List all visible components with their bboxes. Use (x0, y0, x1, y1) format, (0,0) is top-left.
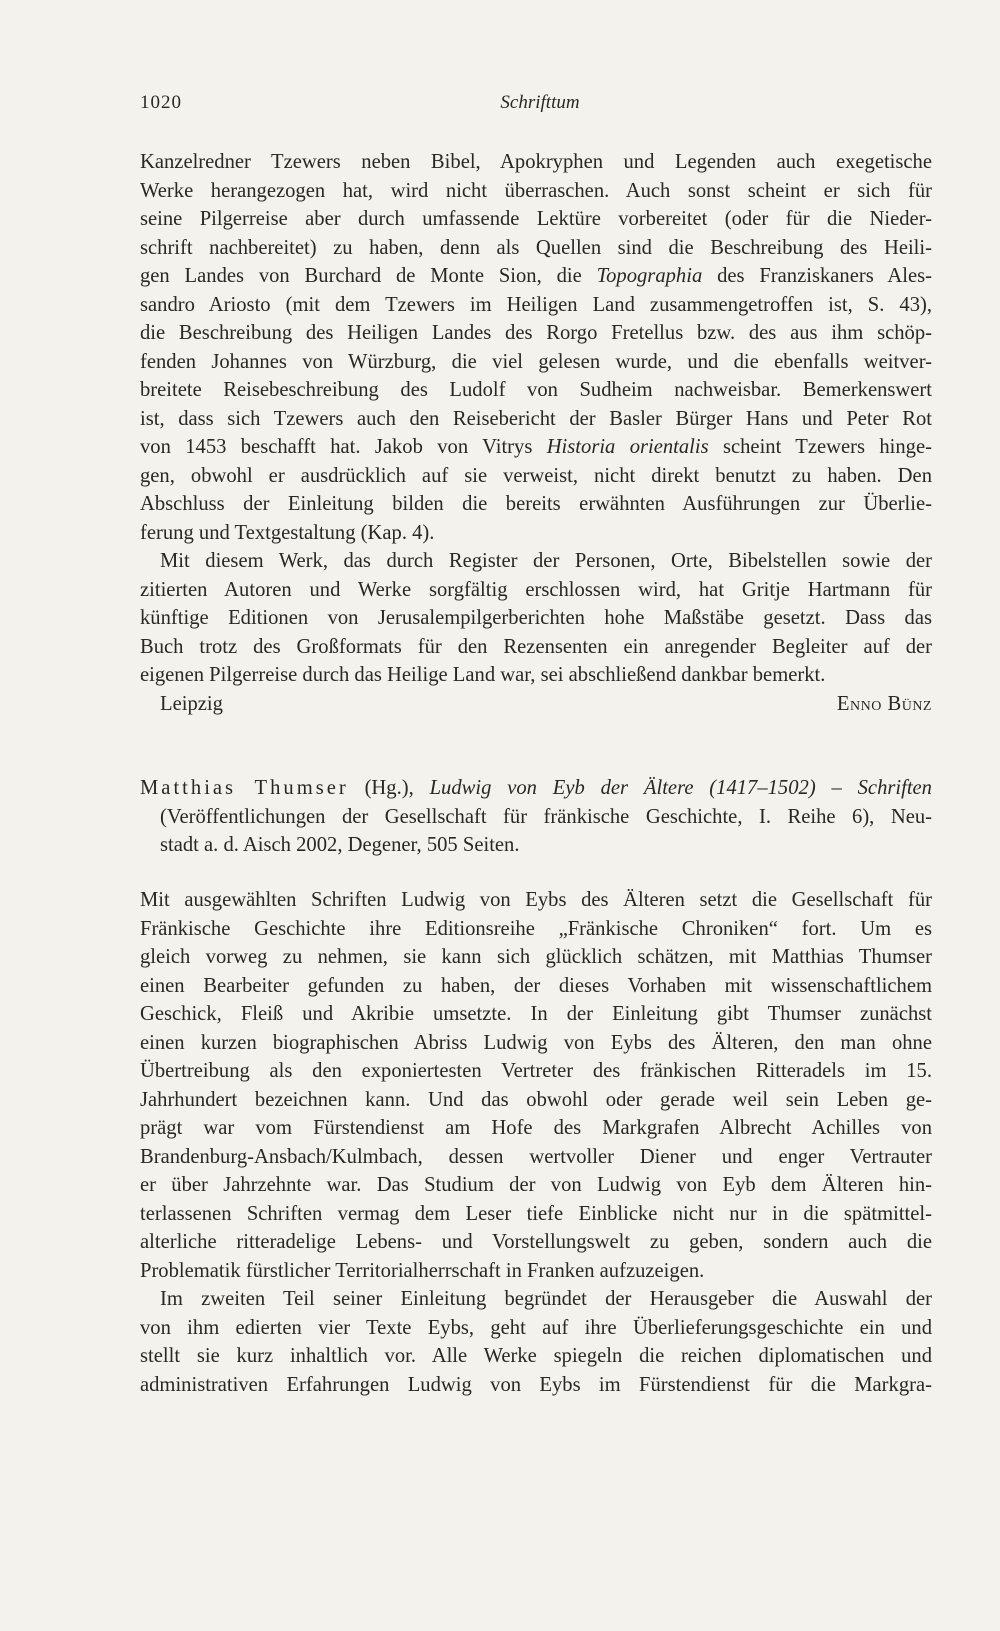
text-line: Abschluss der Einleitung bilden die bereits erwähnten Ausführungen zur Überlie- (140, 493, 932, 515)
place: Leipzig (160, 692, 223, 715)
text-line: administrativen Erfahrungen Ludwig von Eybs im Fürstendienst für die Markgra- (140, 1373, 932, 1396)
reviewer-name: Enno Bünz (836, 692, 932, 715)
text-line: ist, dass sich Tzewers auch den Reisebericht der Basler Bürger Hans und Peter Rot (140, 407, 932, 430)
text-line: die Beschreibung des Heiligen Landes des Rorgo Fretellus bzw. des aus ihm schöp- (140, 322, 932, 344)
running-title: Schrifttum (500, 92, 580, 113)
text-line: Problematik fürstlicher Territorialherrschaft in Franken aufzuzeigen. (140, 1259, 705, 1282)
citation-line (140, 774, 932, 803)
text-line: er über Jahrzehnte war. Das Studium der von Ludwig von Eyb dem Älteren hin- (140, 1174, 932, 1196)
text-fragment: gen Landes von Burchard de Monte Sion, die (140, 265, 597, 287)
italic-title: Historia orientalis (546, 436, 709, 458)
text-line: Brandenburg-Ansbach/Kulmbach, dessen wertvoller Diener und enger Vertrauter (140, 1145, 932, 1168)
text-line: terlassenen Schriften vermag dem Leser tiefe Einblicke nicht nur in die spätmittel- (140, 1202, 932, 1225)
text-line: Mit ausgewählten Schriften Ludwig von Eybs des Älteren setzt die Gesellschaft für (140, 889, 932, 911)
text-line: eigenen Pilgerreise durch das Heilige Land war, sei abschließend dankbar bemerkt. (140, 664, 826, 686)
bibliographic-citation (140, 774, 932, 860)
text-line: gen, obwohl er ausdrücklich auf sie verweist, nicht direkt benutzt zu haben. Den (140, 464, 932, 487)
review-continuation (140, 148, 932, 718)
text-line: Geschick, Fleiß und Akribie umsetzte. In der Einleitung gibt Thumser zunächst (140, 1003, 932, 1025)
text-line: Kanzelredner Tzewers neben Bibel, Apokryphen und Legenden auch exegetische (140, 151, 932, 173)
text-fragment: des Franziskaners Ales- (702, 265, 932, 287)
citation-line: stadt a. d. Aisch 2002, Degener, 505 Seiten. (160, 834, 520, 856)
text-fragment: (Hg.), (348, 777, 430, 799)
text-line: künftige Editionen von Jerusalempilgerberichten hohe Maßstäbe gesetzt. Dass das (140, 607, 932, 629)
text-line: schrift nachbereitet) zu haben, denn als Quellen sind die Beschreibung des Heili- (140, 236, 932, 259)
text-fragment: von 1453 beschafft hat. Jakob von Vitrys (140, 436, 547, 458)
review-body (140, 886, 932, 1399)
citation-line: (Veröffentlichungen der Gesellschaft für fränkische Geschichte, I. Reihe 6), Neu- (160, 805, 932, 828)
text-line: Jahrhundert bezeichnen kann. Und das obwohl oder gerade weil sein Leben ge- (140, 1088, 932, 1111)
text-line: einen kurzen biographischen Abriss Ludwig von Eybs des Älteren, den man ohne (140, 1031, 932, 1054)
text-line: von ihm edierten vier Texte Eybs, geht auf ihre Überlieferungsgeschichte ein und (140, 1316, 932, 1339)
text-line: breitete Reisebeschreibung des Ludolf von Sudheim nachweisbar. Bemerkenswert (140, 379, 932, 401)
text-line: zitierten Autoren und Werke sorgfältig erschlossen wird, hat Gritje Hartmann für (140, 578, 932, 601)
citation-title: Ludwig von Eyb der Ältere (1417–1502) – Schriften (429, 777, 932, 799)
signature-row (140, 690, 932, 719)
text-line: prägt war vom Fürstendienst am Hofe des Markgrafen Albrecht Achilles von (140, 1117, 932, 1139)
text-line: gleich vorweg zu nehmen, sie kann sich glücklich schätzen, mit Matthias Thumser (140, 946, 932, 968)
text-line: einen Bearbeiter gefunden zu haben, der dieses Vorhaben mit wissenschaftlichem (140, 974, 932, 997)
text-line: fenden Johannes von Würzburg, die viel gelesen wurde, und die ebenfalls weitver- (140, 350, 932, 373)
text-line: Im zweiten Teil seiner Einleitung begründet der Herausgeber die Auswahl der (160, 1288, 932, 1310)
page-number: 1020 (140, 92, 182, 113)
italic-title: Topographia (596, 265, 703, 287)
text-line (140, 262, 932, 291)
text-line: Mit diesem Werk, das durch Register der Personen, Orte, Bibelstellen sowie der (160, 550, 932, 572)
text-line: seine Pilgerreise aber durch umfassende Lektüre vorbereitet (oder für die Nieder- (140, 208, 932, 230)
text-line: Buch trotz des Großformats für den Rezensenten ein anregender Begleiter auf der (140, 635, 932, 658)
text-line: Übertreibung als den exponiertesten Vertreter des fränkischen Ritteradels im 15. (140, 1060, 932, 1082)
citation-author: Matthias Thumser (140, 777, 349, 799)
text-line: stellt sie kurz inhaltlich vor. Alle Werke spiegeln die reichen diplomatischen und (140, 1345, 932, 1367)
text-line: sandro Ariosto (mit dem Tzewers im Heiligen Land zusammengetroffen ist, S. 43), (140, 293, 932, 316)
text-fragment: scheint Tzewers hinge- (708, 436, 932, 458)
text-line: alterliche ritteradelige Lebens- und Vorstellungswelt zu geben, sondern auch die (140, 1231, 932, 1253)
text-line: Fränkische Geschichte ihre Editionsreihe „Fränkische Chroniken“ fort. Um es (140, 917, 932, 940)
text-line (140, 433, 932, 462)
text-line: ferung und Textgestaltung (Kap. 4). (140, 521, 435, 544)
page-header (140, 92, 940, 122)
text-line: Werke herangezogen hat, wird nicht überraschen. Auch sonst scheint er sich für (140, 179, 932, 202)
